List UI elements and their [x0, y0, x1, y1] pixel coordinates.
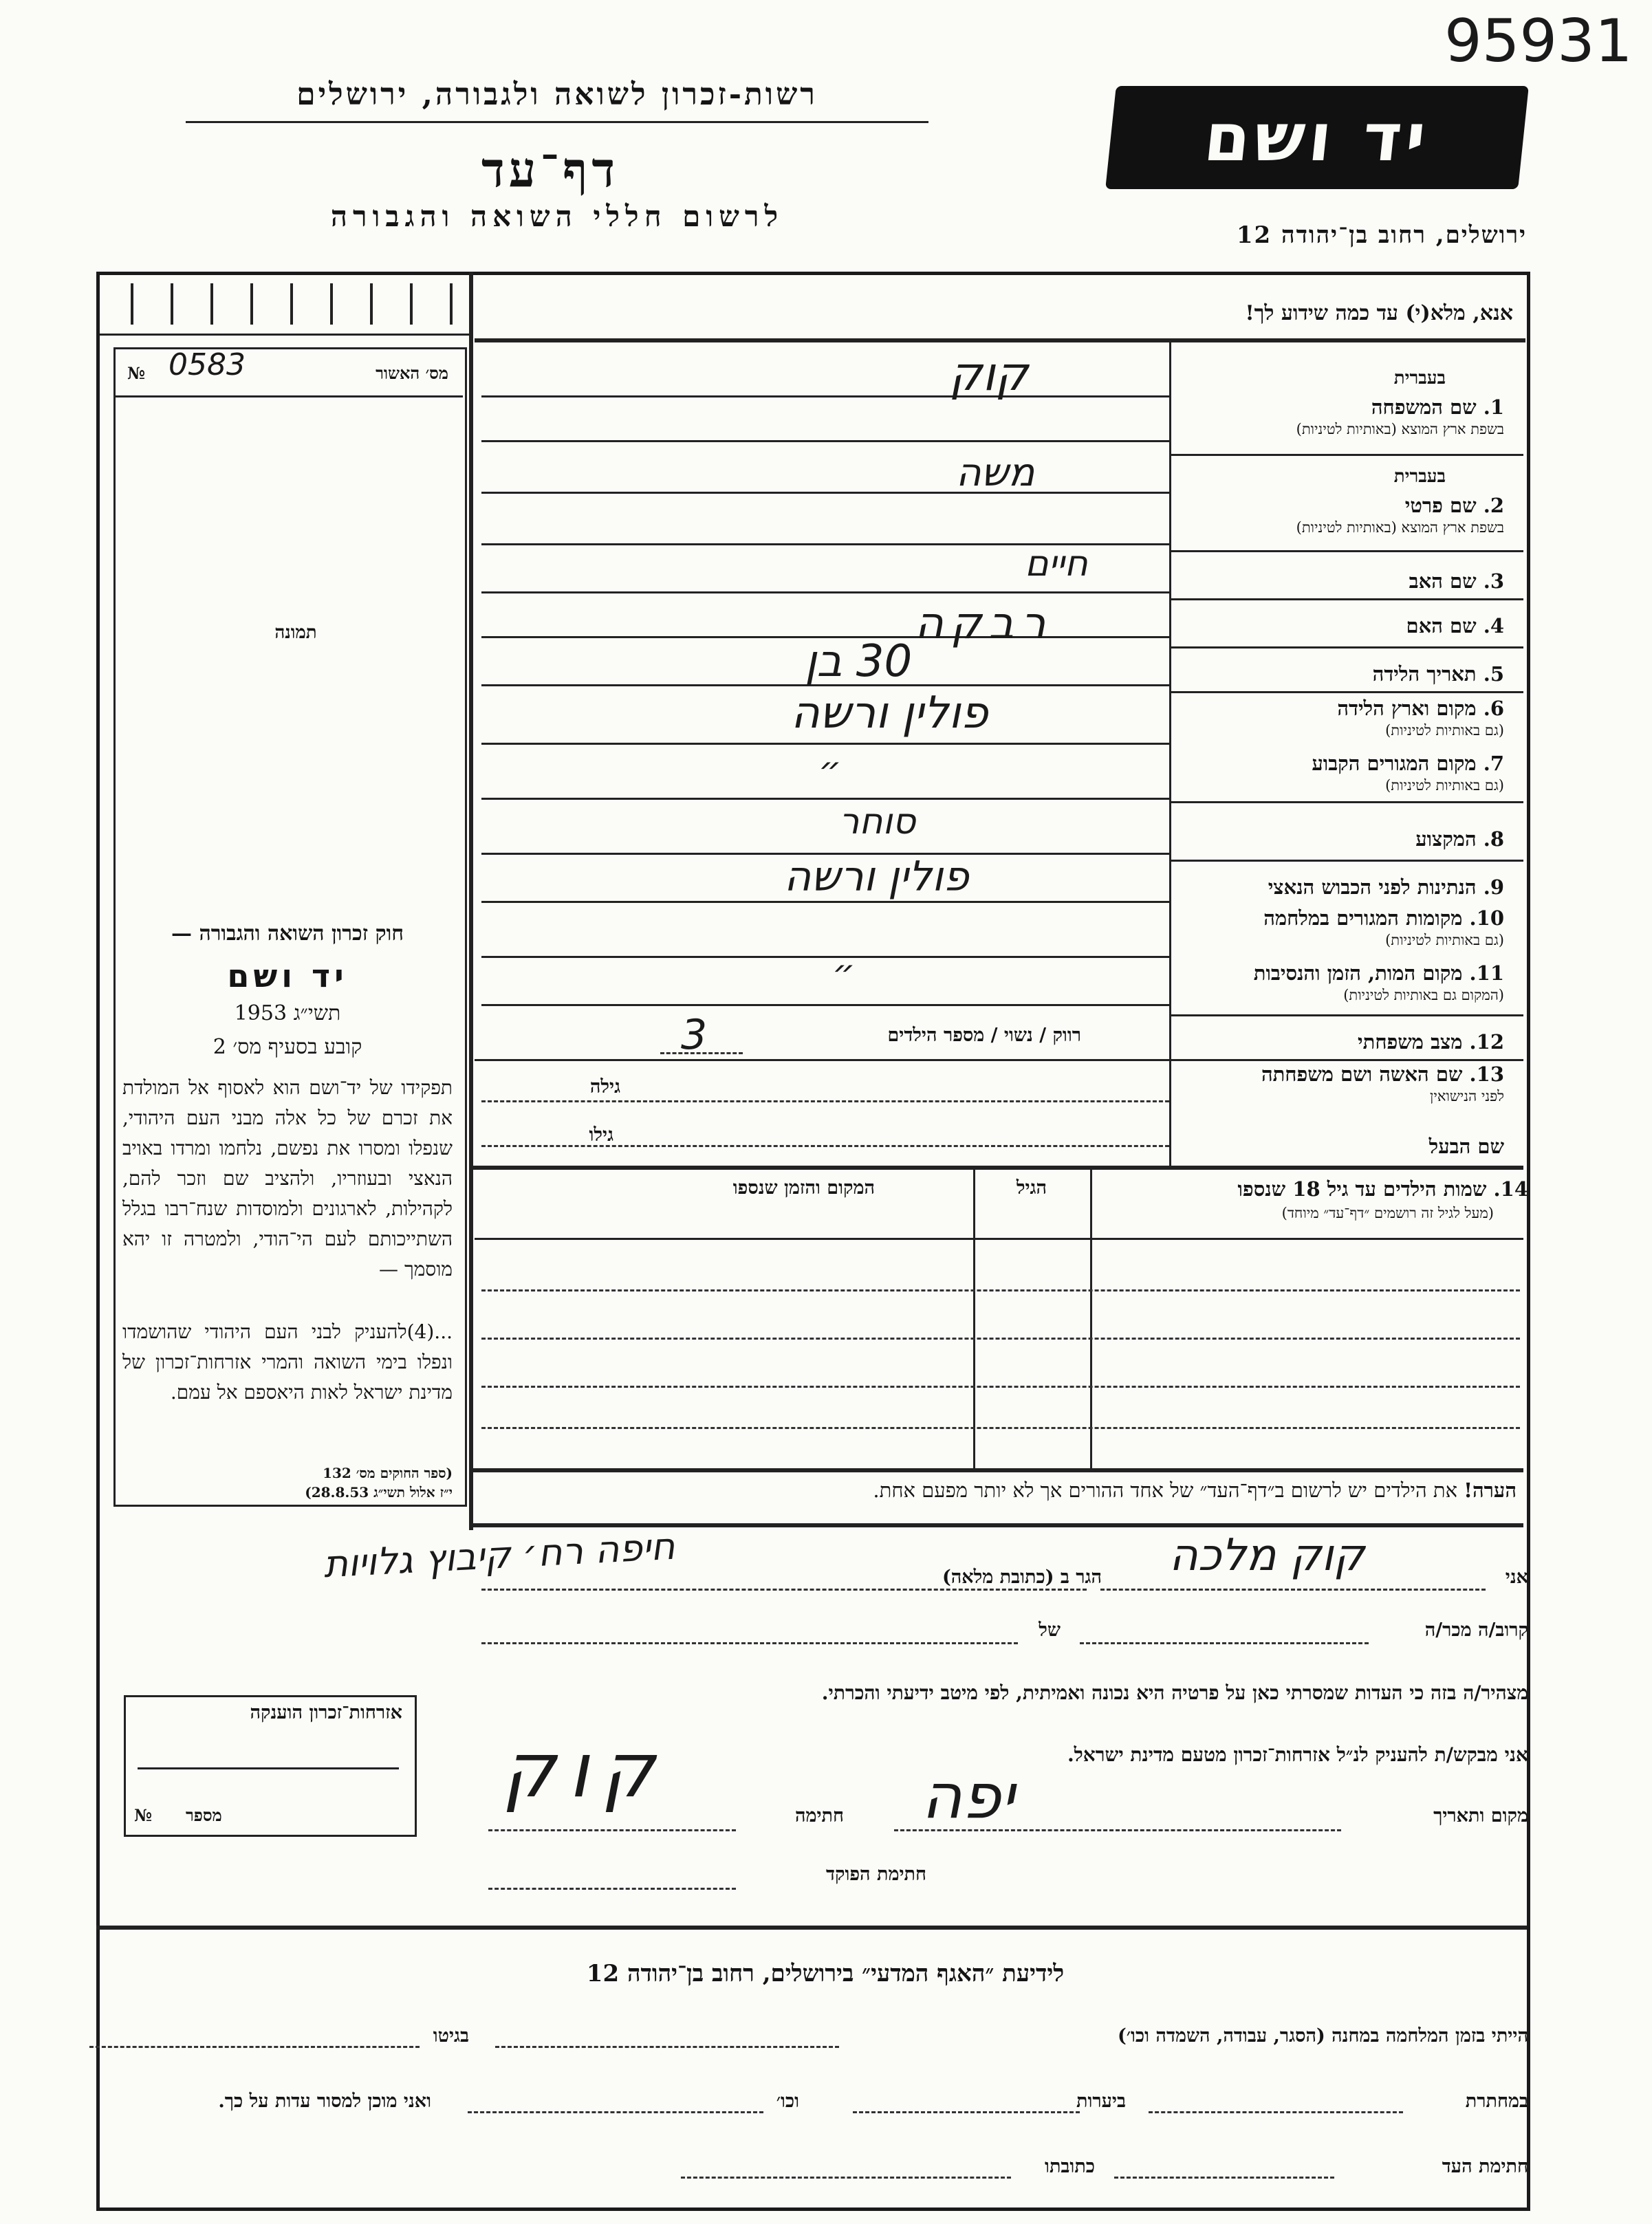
value-war-residence: פולין ורשה: [784, 853, 969, 901]
label-rule: [1169, 646, 1523, 648]
place-date-value: יפה: [922, 1760, 1015, 1833]
answer-line: [481, 956, 1169, 958]
label-rule: [1169, 550, 1523, 552]
note-label: הערה!: [1464, 1479, 1517, 1502]
field-7-label: 7. מקום המגורים הקבוע: [1312, 752, 1504, 775]
children-col-divider: [973, 1166, 975, 1472]
archive-number: 95931: [1444, 7, 1633, 76]
label-rule: [1169, 691, 1523, 693]
field-11-label: 11. מקום המות, הזמן והנסיבות: [1253, 961, 1504, 985]
residing-label: הגר ב (כתובת מלאה): [942, 1567, 1102, 1588]
answer-line: [481, 798, 1169, 800]
citizenship-number-label: מספר: [186, 1805, 222, 1825]
label-rule: [1169, 1014, 1523, 1016]
footer-line2-b: ביערות: [1076, 2091, 1126, 2112]
label-rule: [1169, 1059, 1523, 1061]
footer-line1-camp: [495, 2046, 839, 2048]
org-address: ירושלים, רחוב בן־יהודה 12: [1236, 221, 1527, 249]
children-header-rule: [475, 1238, 1523, 1240]
value-residence: ״: [818, 750, 842, 791]
husband-label: שם הבעל: [1428, 1135, 1504, 1158]
sidebar-border: [469, 272, 473, 1530]
value-firstname: משה: [956, 450, 1035, 495]
footer-line3-a: חתימת העד: [1442, 2156, 1528, 2177]
footer-line2-forests: [853, 2111, 1080, 2113]
instructions: אנא, מלא(י) עד כמה שידוע לך!: [1245, 301, 1513, 325]
declarant-i-label: אני: [1505, 1567, 1528, 1588]
age-label-wife: גילה: [589, 1076, 620, 1098]
officer-signature-label: חתימת הפוקד: [826, 1864, 926, 1885]
field-10-sub: (גם באותיות לטיניות): [1385, 932, 1504, 948]
of-line: [481, 1642, 1018, 1644]
signature-value: קוק: [502, 1726, 668, 1814]
confirmation-label: מס׳ האשור: [376, 363, 448, 383]
relative-label: קרוב/ה מכר/ה: [1424, 1620, 1528, 1641]
field-13-sub: לפני הנישואין: [1430, 1088, 1504, 1104]
form-subtitle: לרשום חללי השואה והגבורה: [330, 199, 784, 233]
field-12-label: 12. מצב משפחתי: [1358, 1030, 1504, 1054]
answer-line: [481, 901, 1169, 903]
confirmation-no-symbol: №: [127, 363, 146, 383]
of-label: של: [1039, 1620, 1061, 1641]
answer-line: [481, 440, 1169, 442]
value-children-count: 3: [681, 1011, 708, 1059]
value-profession: סוחר: [839, 801, 916, 842]
citizenship-title: אזרחות־זכרון הוענקה: [250, 1702, 402, 1723]
declaration-text: מצהיר/ה בזה כי העדות שמסרתי כאן על פרטיה היא נכונה ואמיתית, לפי מיטב ידיעתי והכרתי.: [821, 1681, 1528, 1704]
tick-marks: [131, 283, 454, 325]
answer-line: [481, 1004, 1169, 1006]
footer-line2-c: וכו׳: [776, 2091, 799, 2112]
form-title: דף־עד: [481, 141, 619, 198]
field-11-sub: (המקום גם באותיות לטיניות): [1343, 987, 1504, 1003]
labels-divider: [1169, 340, 1171, 1166]
marital-options: רווק / נשוי / מספר הילדים: [887, 1025, 1081, 1046]
footer-line3-address: [681, 2177, 1011, 2179]
children-col-place: המקום והזמן שנספו: [732, 1177, 875, 1199]
answer-line: [481, 492, 1169, 494]
wife-name-line: [481, 1100, 1169, 1102]
children-row-line: [481, 1427, 1520, 1429]
logo-text: יד ושם: [1200, 99, 1434, 176]
field-9-label: 9. הנתינות לפני הכבוש הנאצי: [1268, 875, 1504, 899]
signature-label: חתימה: [794, 1805, 844, 1827]
footer-line3-b: כתובתו: [1045, 2156, 1095, 2177]
hebrew-label-1: בעברית: [1393, 368, 1446, 389]
confirmation-number: 0583: [169, 347, 246, 382]
law-body: תפקידו של יד־ושם הוא לאסוף אל המולדת את זכרם של כל אלה מבני העם היהודי, שנפלו ומסרו את נפשם, נלחמו ומרדו באויב הנאצי ובעוזריו, ולהציב שם וזכר להם, לקהילות, לארגונים ולמוסדות שנח־רבו בגלל השתייכותם לעם הי־הודי, ולמטרה זו יהא מוסמך —: [122, 1076, 453, 1280]
footer-line1-b: בגיטו: [433, 2025, 469, 2047]
footer-line1-ghetto: [89, 2046, 420, 2048]
hebrew-label-2: בעברית: [1393, 466, 1446, 487]
children-count-line: [660, 1052, 743, 1054]
footer-line2-a: במחתרת: [1465, 2091, 1528, 2112]
children-row-line: [481, 1386, 1520, 1388]
field-2-sub: בשפת ארץ המוצא (באותיות לטיניות): [1296, 519, 1504, 536]
label-rule: [1169, 860, 1523, 862]
law-title: חוק זכרון השואה והגבורה —: [171, 922, 404, 946]
signature-line: [488, 1829, 736, 1831]
answer-line: [481, 591, 1169, 593]
label-rule: [1169, 598, 1523, 600]
law-ref1: (ספר החוקים מס׳ 132: [323, 1465, 453, 1481]
instructions-rule: [475, 338, 1525, 342]
field-1-sub: בשפת ארץ המוצא (באותיות לטיניות): [1296, 421, 1504, 437]
children-bottom-rule: [471, 1468, 1523, 1472]
authority-underline: [186, 121, 928, 123]
age-label-husband: גילו: [589, 1124, 613, 1146]
law-clause: קובע בסעיף מס׳ 2: [213, 1035, 362, 1059]
note-row: [481, 1479, 1517, 1503]
value-birth-date: 30 בן: [805, 636, 913, 687]
label-rule: [1169, 454, 1523, 456]
photo-label: תמונה: [274, 622, 317, 643]
field-6-sub: (גם באותיות לטיניות): [1385, 722, 1504, 739]
field-8-label: 8. המקצוע: [1415, 827, 1504, 851]
children-row-line: [481, 1338, 1520, 1340]
footer-line1-a: הייתי בזמן המלחמה במחנה (הסגר, עבודה, השמדה וכו׳): [1118, 2025, 1528, 2047]
footer-rule: [96, 1926, 1527, 1930]
footer-line2-d: ואני מוכן למסור עדות על כך.: [218, 2091, 431, 2112]
declarant-name: קוק מלכה: [1169, 1530, 1365, 1581]
field-3-label: 3. שם האב: [1409, 569, 1504, 593]
address-line: [481, 1589, 1087, 1591]
value-death-place: ״: [832, 952, 856, 994]
footer-line3-signature: [1114, 2177, 1334, 2179]
authority-name: רשות-זכרון לשואה ולגבורה, ירושלים: [296, 77, 818, 112]
field-4-label: 4. שם האם: [1406, 614, 1504, 637]
officer-signature-line: [488, 1888, 736, 1890]
citizenship-line: [138, 1767, 399, 1769]
confirmation-rule: [113, 395, 463, 397]
law-item4: ...(4)להעניק לבני העם היהודי שהושמדו ונפלו בימי השואה והמרי אזרחות־זכרון של מדינת ישראל לאות היאספם אל עמם.: [122, 1320, 453, 1404]
field-6-label: 6. מקום וארץ הלידה: [1337, 697, 1504, 720]
field-1-label: 1. שם המשפחה: [1371, 395, 1504, 419]
field-5-label: 5. תאריך הלידה: [1372, 662, 1504, 686]
answer-line: [481, 743, 1169, 745]
children-row-line: [481, 1289, 1520, 1291]
tick-row-rule: [100, 334, 471, 336]
section-rule: [471, 1166, 1523, 1170]
children-col-age: הגיל: [1016, 1177, 1047, 1199]
footer-line2-underground: [1149, 2111, 1403, 2113]
field-14-label: 14. שמות הילדים עד גיל 18 שנספו: [1237, 1177, 1528, 1201]
husband-name-line: [481, 1145, 1169, 1147]
footer-heading: לידיעת ״האגף המדעי״ בירושלים, רחוב בן־יהודה 12: [586, 1960, 1065, 1987]
children-col-divider: [1090, 1166, 1092, 1472]
field-2-label: 2. שם פרטי: [1404, 494, 1504, 517]
note-text: את הילדים יש לרשום ב״דף־העד״ של אחד ההורים אך לא יותר מפעם אחת.: [873, 1479, 1458, 1502]
footer-line2-etc: [468, 2111, 763, 2113]
declarant-address: חיפה רח׳ קיבוץ גלויות: [322, 1524, 676, 1587]
declarant-name-line: [1100, 1589, 1486, 1591]
label-rule: [1169, 801, 1523, 803]
relative-line: [1080, 1642, 1369, 1644]
value-surname: קוק: [949, 347, 1029, 402]
place-date-label: מקום ותאריך: [1433, 1805, 1528, 1827]
field-13-label: 13. שם האשה ושם משפחתה: [1261, 1062, 1504, 1086]
value-mother: רבקה: [915, 598, 1053, 649]
marital-rule: [475, 1059, 1169, 1061]
value-birth-place: פולין ורשה: [791, 688, 988, 739]
answer-line: [481, 395, 1169, 397]
yad-vashem-logo: [1105, 86, 1529, 189]
value-father: חיים: [1025, 543, 1088, 585]
law-name: יד ושם: [227, 957, 348, 994]
field-10-label: 10. מקומות המגורים במלחמה: [1263, 906, 1504, 930]
field-7-sub: (גם באותיות לטיניות): [1385, 777, 1504, 794]
law-ref2: י״ז אלול תשי״ג 28.8.53): [305, 1484, 453, 1501]
field-14-sub: (מעל לגיל זה רושמים ״דף־עד״ מיוחד): [1281, 1205, 1494, 1221]
law-year: תשי״ג 1953: [234, 1001, 341, 1025]
request-text: אני מבקש/ת להעניק לנ״ל אזרחות־זכרון מטעם מדינת ישראל.: [1067, 1743, 1528, 1766]
citizenship-no-symbol: №: [134, 1805, 153, 1825]
